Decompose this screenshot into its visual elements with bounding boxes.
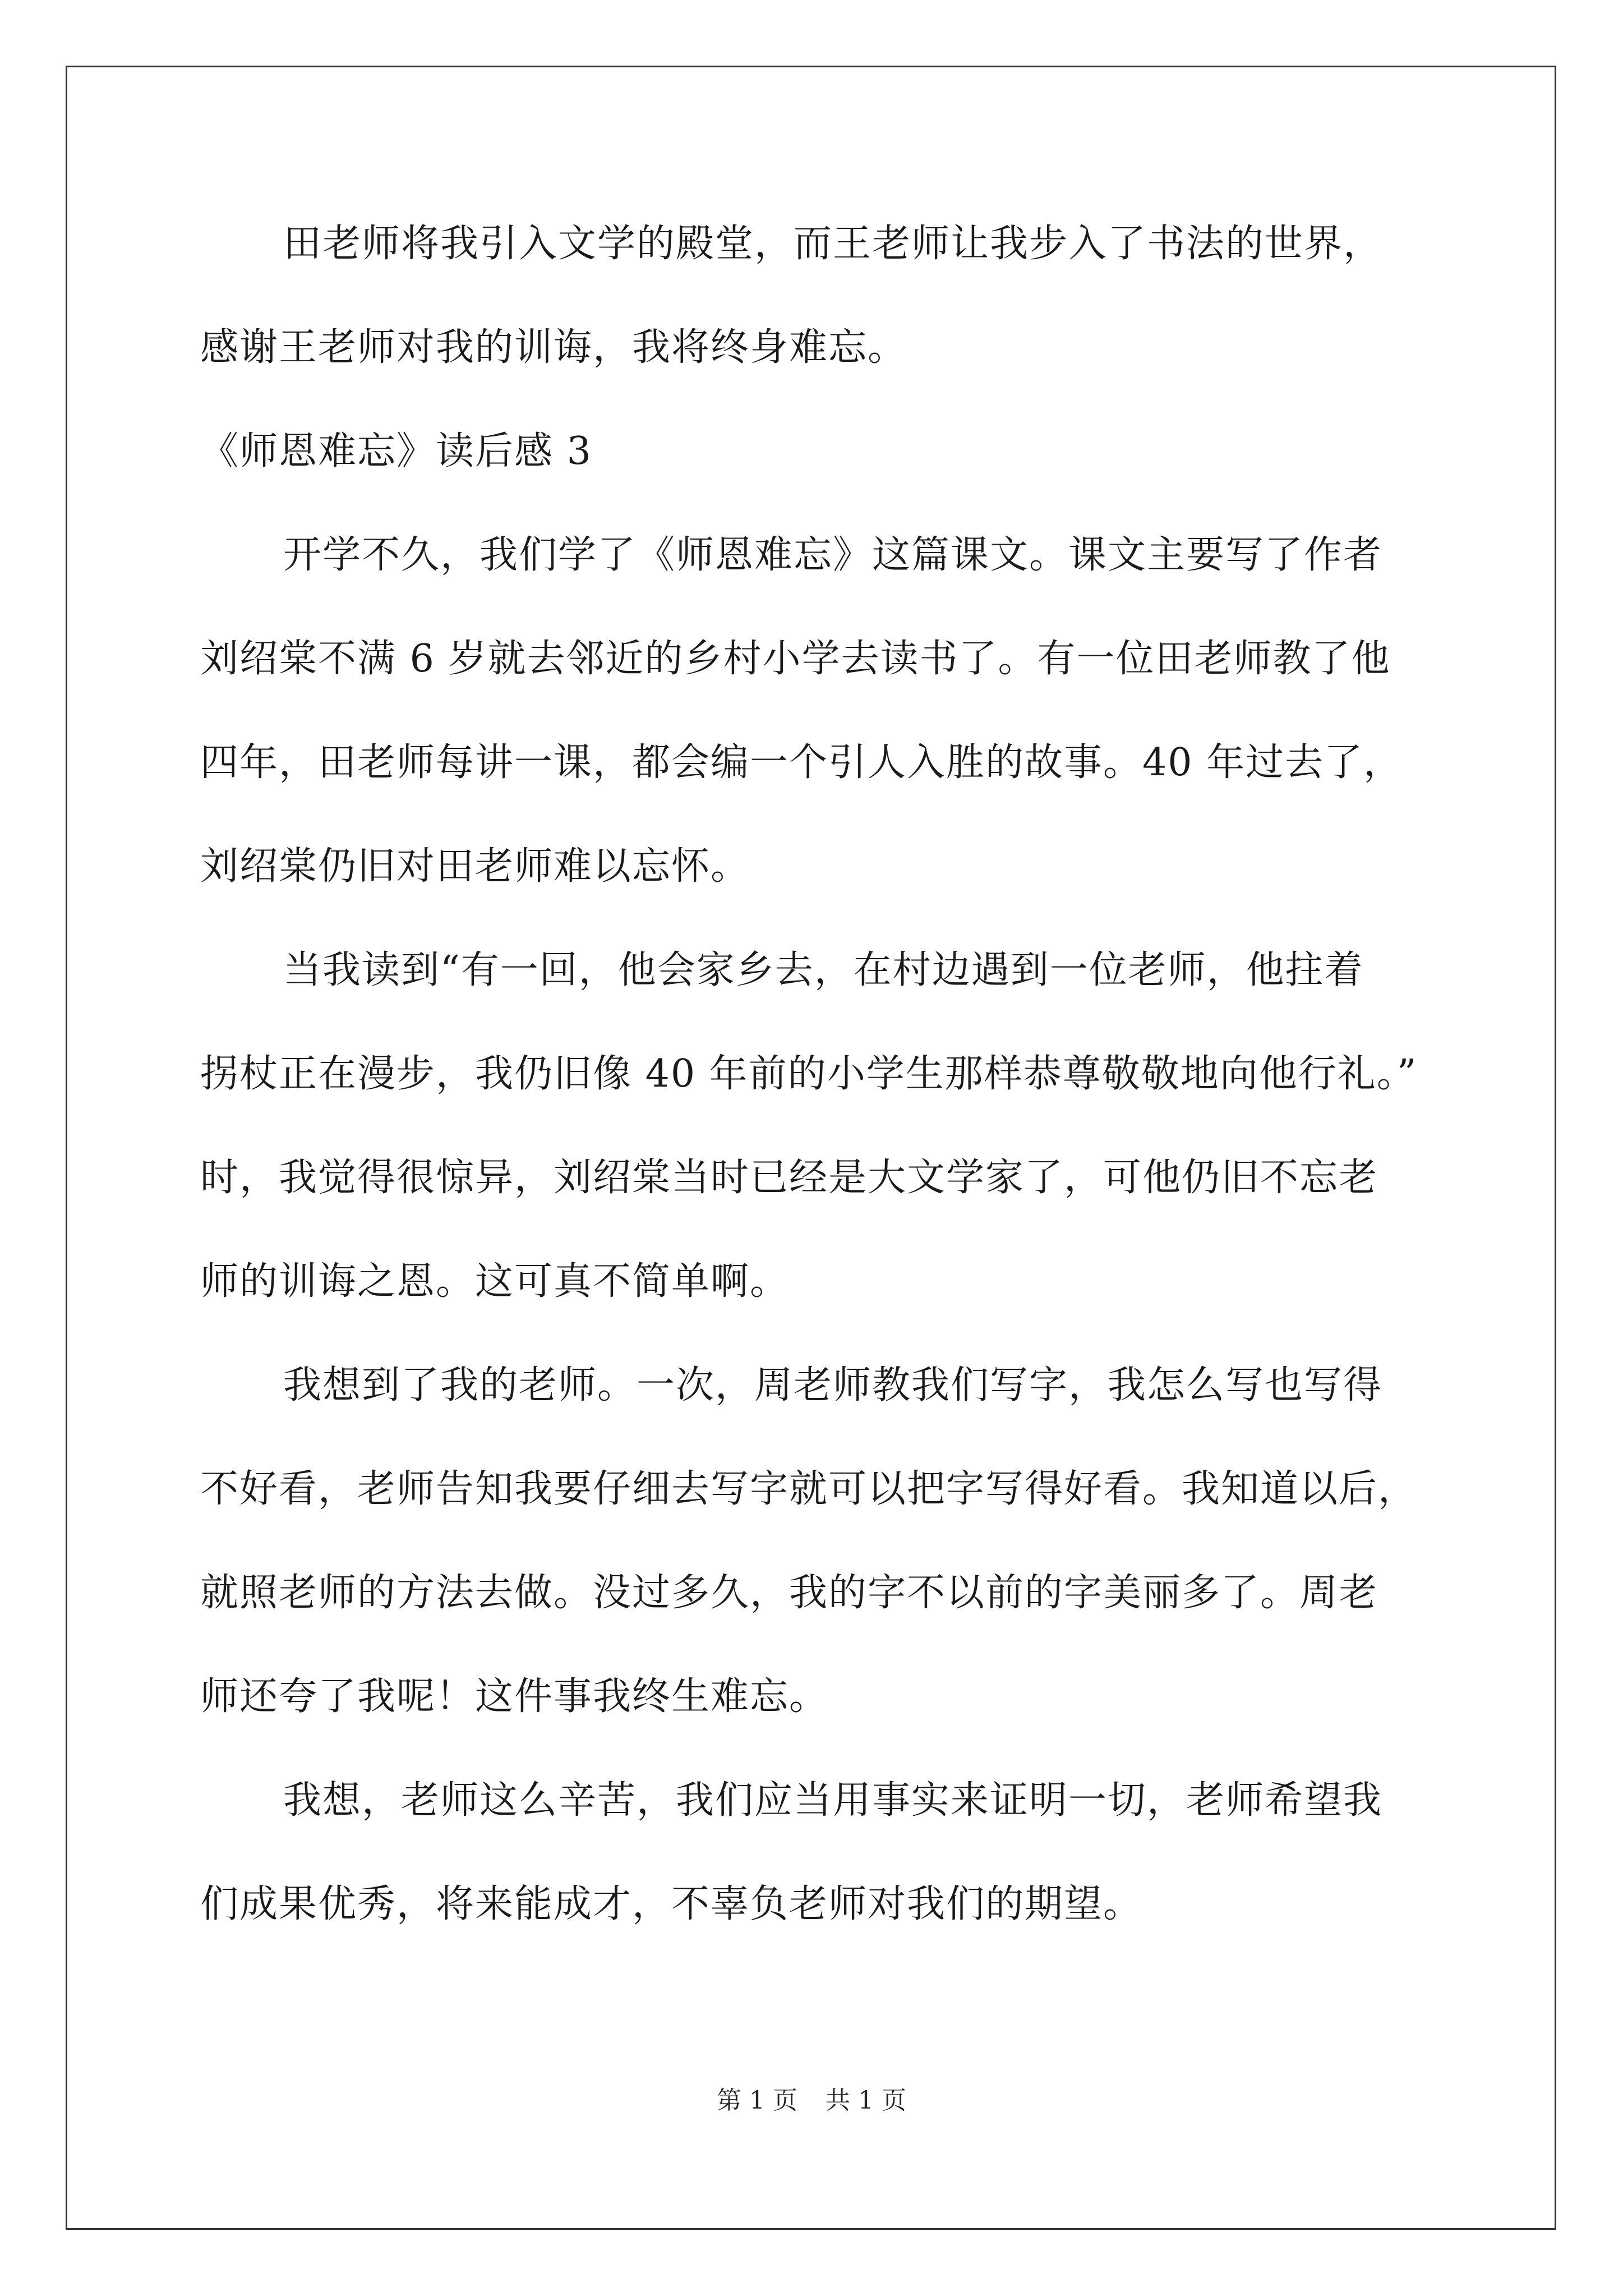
paragraph-line: 感谢王老师对我的训诲，我将终身难忘。	[200, 325, 907, 370]
paragraph-line: 拐杖正在漫步，我仍旧像 40 年前的小学生那样恭尊敬敬地向他行礼。”	[200, 1052, 1418, 1096]
paragraph-line: 我想，老师这么辛苦，我们应当用事实来证明一切，老师希望我	[283, 1778, 1383, 1823]
paragraph-line: 刘绍棠仍旧对田老师难以忘怀。	[200, 844, 750, 889]
paragraph-line: 师的训诲之恩。这可真不简单啊。	[200, 1259, 790, 1304]
page-footer	[0, 2084, 1623, 2118]
page-number: 第 1 页	[717, 2086, 797, 2115]
paragraph-line: 不好看，老师告知我要仔细去写字就可以把字写得好看。我知道以后，	[200, 1467, 1418, 1511]
paragraph-line: 刘绍棠不满 6 岁就去邻近的乡村小学去读书了。有一位田老师教了他	[200, 637, 1391, 681]
paragraph-line: 时，我觉得很惊异，刘绍棠当时已经是大文学家了，可他仍旧不忘老	[200, 1156, 1378, 1200]
paragraph-line: 当我读到“有一回，他会家乡去，在村边遇到一位老师，他拄着	[283, 948, 1364, 992]
document-body	[200, 213, 1428, 1977]
paragraph-line: 田老师将我引入文学的殿堂，而王老师让我步入了书法的世界，	[283, 222, 1383, 266]
paragraph-line: 师还夸了我呢！这件事我终生难忘。	[200, 1674, 829, 1719]
page-total: 共 1 页	[826, 2086, 906, 2115]
paragraph-line: 就照老师的方法去做。没过多久，我的字不以前的字美丽多了。周老	[200, 1571, 1378, 1615]
paragraph-line: 我想到了我的老师。一次，周老师教我们写字，我怎么写也写得	[283, 1363, 1383, 1407]
paragraph-line: 四年，田老师每讲一课，都会编一个引人入胜的故事。40 年过去了，	[200, 740, 1403, 785]
paragraph-line: 们成果优秀，将来能成才，不辜负老师对我们的期望。	[200, 1882, 1143, 1926]
paragraph-line: 开学不久，我们学了《师恩难忘》这篇课文。课文主要写了作者	[283, 533, 1383, 577]
section-title: 《师恩难忘》读后感 3	[200, 429, 592, 473]
